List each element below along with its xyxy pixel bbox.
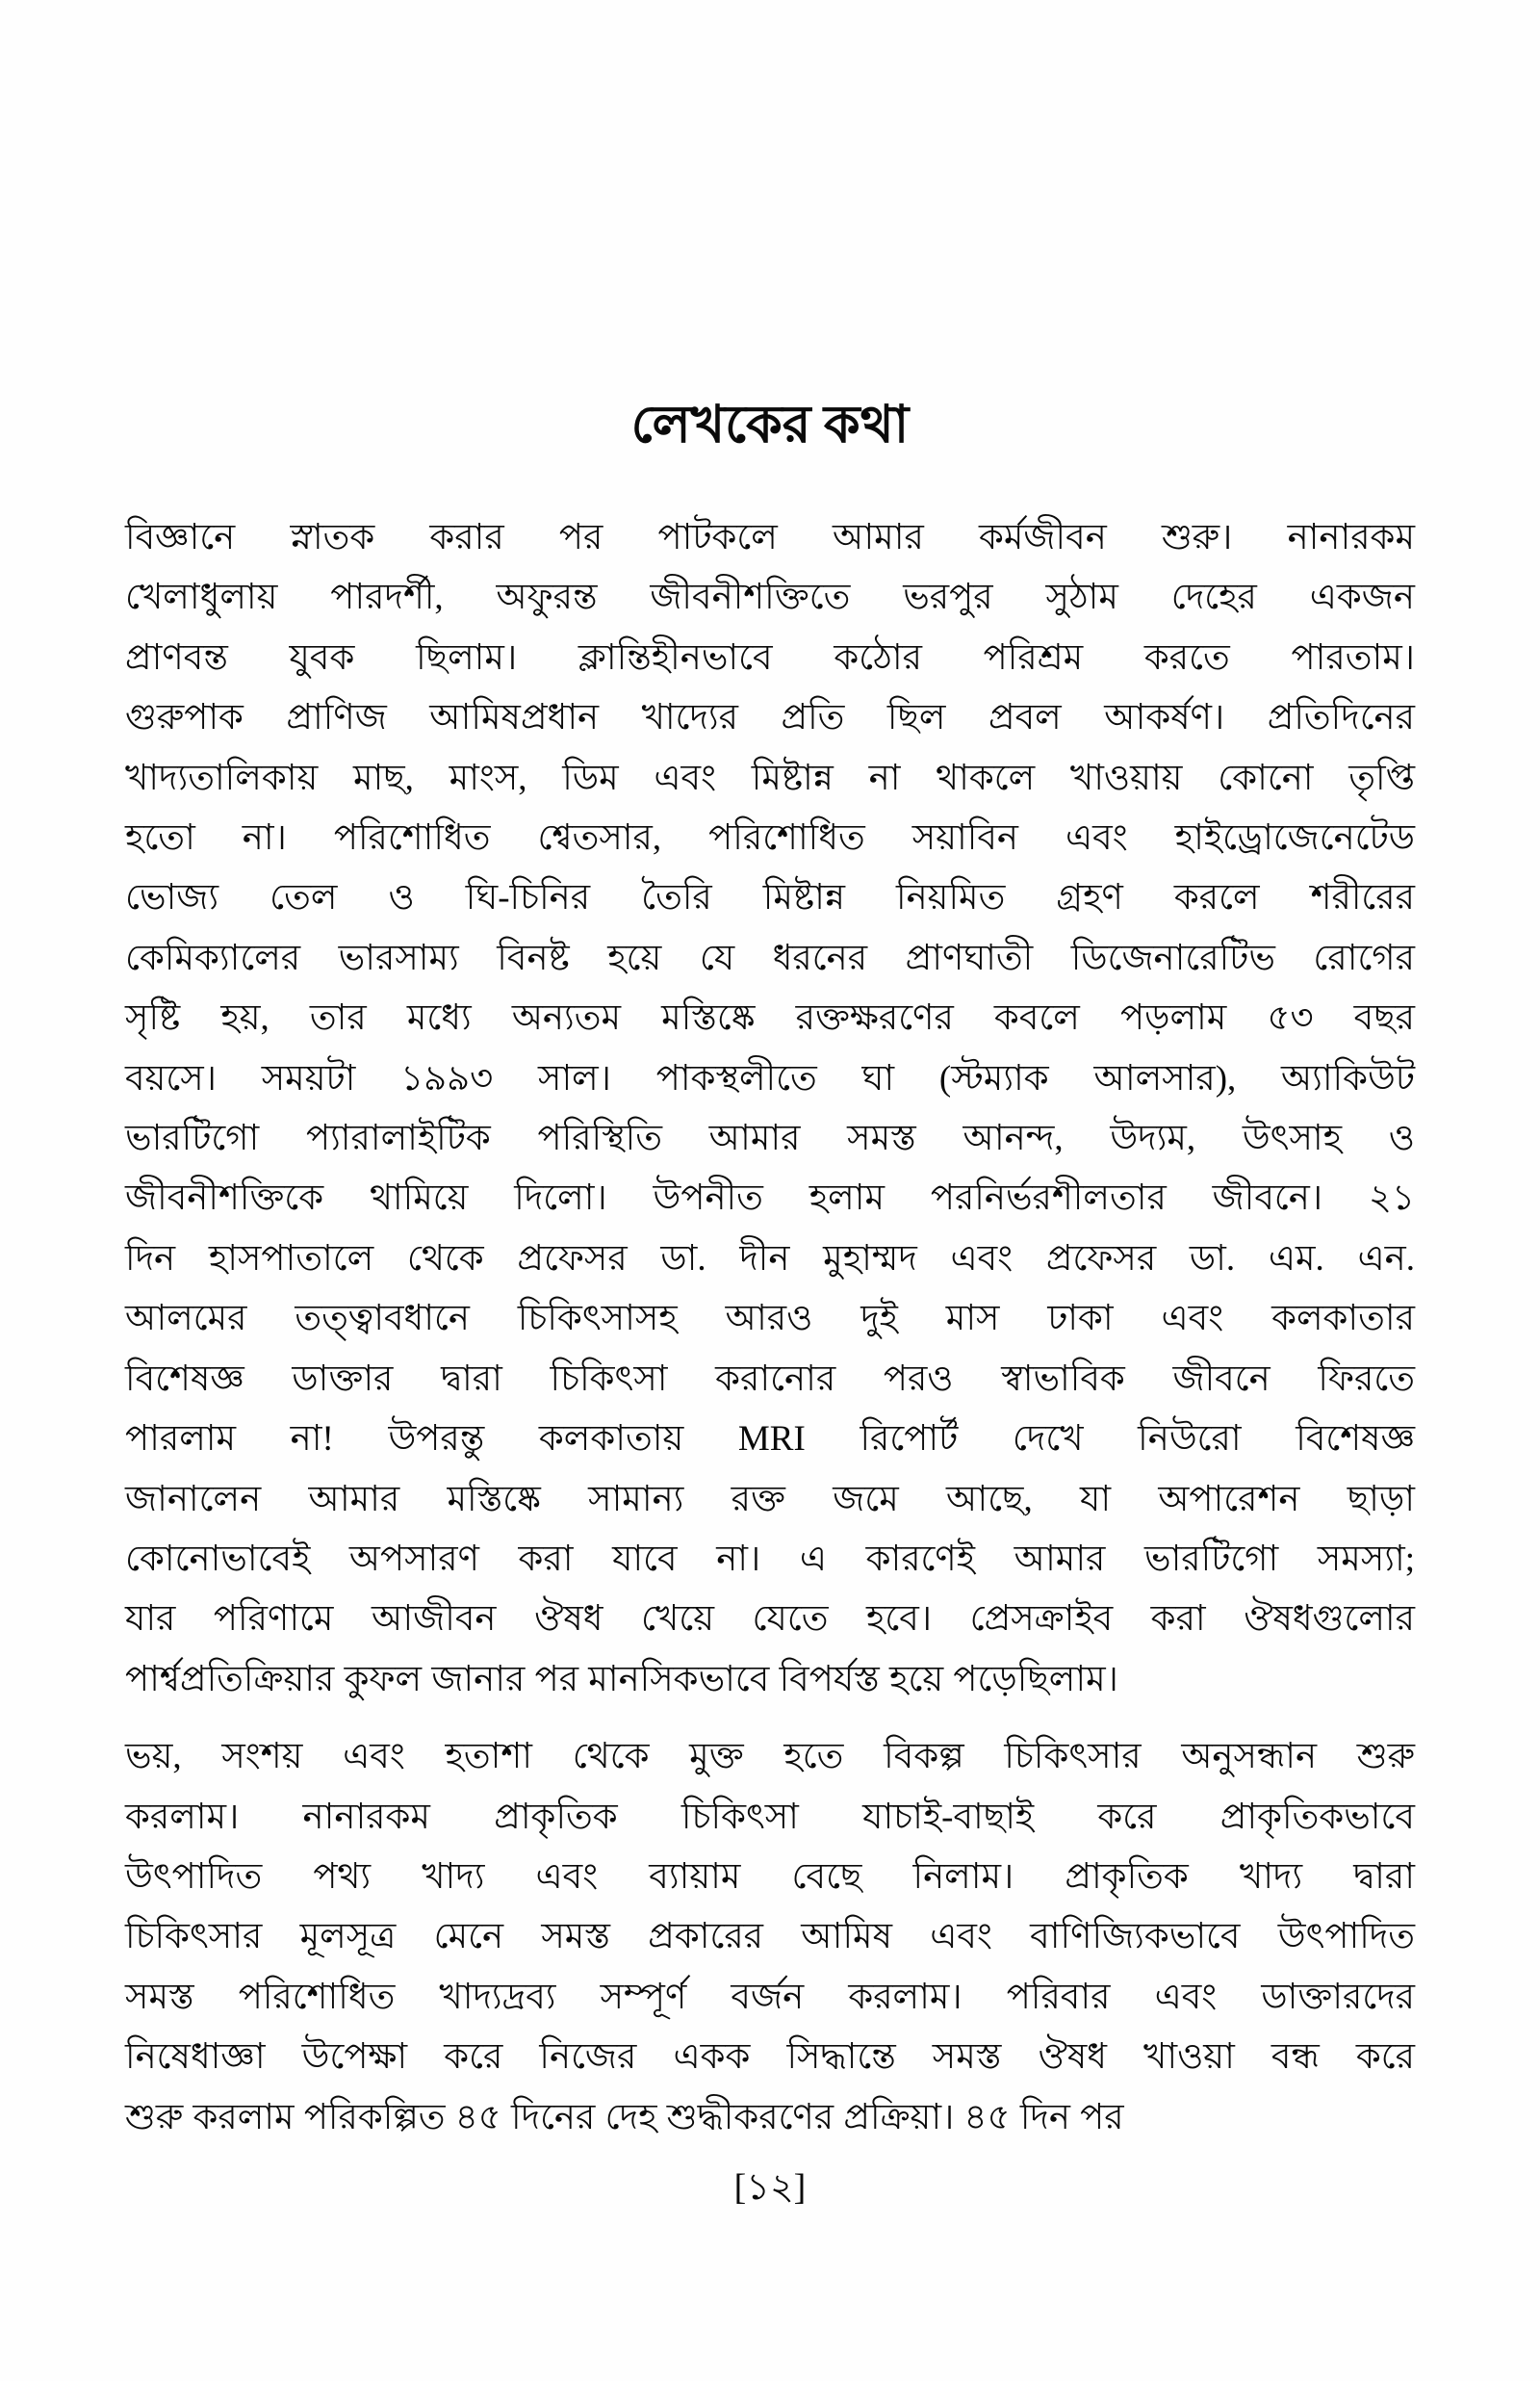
body-text: [125, 508, 1415, 2148]
text-line: কেমিক্যালের ভারসাম্য বিনষ্ট হয়ে যে ধরনের প্রাণঘাতী ডিজেনারেটিভ রোগের: [125, 938, 1415, 978]
text-line: ভারটিগো প্যারালাইটিক পরিস্থিতি আমার সমস্ত আনন্দ, উদ্যম, উৎসাহ ও: [125, 1119, 1415, 1159]
text-line: প্রাণবন্ত যুবক ছিলাম। ক্লান্তিহীনভাবে কঠোর পরিশ্রম করতে পারতাম।: [125, 637, 1415, 678]
text-line: বয়সে। সময়টা ১৯৯৩ সাল। পাকস্থলীতে ঘা (স্টম্যাক আলসার), অ্যাকিউট: [125, 1058, 1415, 1099]
text-line: শুরু করলাম পরিকল্পিত ৪৫ দিনের দেহ শুদ্ধীকরণের প্রক্রিয়া। ৪৫ দিন পর: [125, 2097, 1124, 2137]
text-line: বিশেষজ্ঞ ডাক্তার দ্বারা চিকিৎসা করানোর পরও স্বাভাবিক জীবনে ফিরতে: [125, 1359, 1415, 1399]
text-line: খাদ্যতালিকায় মাছ, মাংস, ডিম এবং মিষ্টান্ন না থাকলে খাওয়ায় কোনো তৃপ্তি: [125, 758, 1415, 798]
text-line: সৃষ্টি হয়, তার মধ্যে অন্যতম মস্তিষ্কে রক্তক্ষরণের কবলে পড়লাম ৫৩ বছর: [125, 998, 1415, 1039]
text-line: ভয়, সংশয় এবং হতাশা থেকে মুক্ত হতে বিকল্প চিকিৎসার অনুসন্ধান শুরু: [125, 1737, 1415, 1777]
text-line: উৎপাদিত পথ্য খাদ্য এবং ব্যায়াম বেছে নিলাম। প্রাকৃতিক খাদ্য দ্বারা: [125, 1856, 1415, 1897]
paragraph-2: [125, 1727, 1415, 2148]
text-line: চিকিৎসার মূলসূত্র মেনে সমস্ত প্রকারের আমিষ এবং বাণিজ্যিকভাবে উৎপাদিত: [125, 1917, 1415, 1957]
text-line: যার পরিণামে আজীবন ঔষধ খেয়ে যেতে হবে। প্রেসক্রাইব করা ঔষধগুলোর: [125, 1599, 1415, 1640]
text-line: হতো না। পরিশোধিত শ্বেতসার, পরিশোধিত সয়াবিন এবং হাইড্রোজেনেটেড: [125, 818, 1415, 859]
text-line: গুরুপাক প্রাণিজ আমিষপ্রধান খাদ্যের প্রতি ছিল প্রবল আকর্ষণ। প্রতিদিনের: [125, 698, 1415, 738]
page-title: লেখকের কথা: [630, 396, 910, 453]
page-number: [১২]: [733, 2167, 807, 2208]
text-line: খেলাধুলায় পারদর্শী, অফুরন্ত জীবনীশক্তিতে ভরপুর সুঠাম দেহের একজন: [125, 578, 1415, 618]
text-line: সমস্ত পরিশোধিত খাদ্যদ্রব্য সম্পূর্ণ বর্জন করলাম। পরিবার এবং ডাক্তারদের: [125, 1977, 1415, 2017]
text-line: আলমের তত্ত্বাবধানে চিকিৎসাসহ আরও দুই মাস ঢাকা এবং কলকাতার: [125, 1299, 1415, 1339]
text-line: ভোজ্য তেল ও ঘি-চিনির তৈরি মিষ্টান্ন নিয়মিত গ্রহণ করলে শরীরের: [125, 878, 1415, 919]
text-line: নিষেধাজ্ঞা উপেক্ষা করে নিজের একক সিদ্ধান্তে সমস্ত ঔষধ খাওয়া বন্ধ করে: [125, 2037, 1415, 2078]
text-line: দিন হাসপাতালে থেকে প্রফেসর ডা. দীন মুহাম্মদ এবং প্রফেসর ডা. এম. এন.: [125, 1238, 1415, 1279]
text-line: কোনোভাবেই অপসারণ করা যাবে না। এ কারণেই আমার ভারটিগো সমস্যা;: [125, 1539, 1415, 1579]
text-line: করলাম। নানারকম প্রাকৃতিক চিকিৎসা যাচাই-বাছাই করে প্রাকৃতিকভাবে: [125, 1797, 1415, 1837]
text-line: জানালেন আমার মস্তিষ্কে সামান্য রক্ত জমে আছে, যা অপারেশন ছাড়া: [125, 1479, 1415, 1519]
text-line: পার্শ্বপ্রতিক্রিয়ার কুফল জানার পর মানসিকভাবে বিপর্যস্ত হয়ে পড়েছিলাম।: [125, 1659, 1118, 1699]
text-line: পারলাম না! উপরন্তু কলকাতায় MRI রিপোর্ট দেখে নিউরো বিশেষজ্ঞ: [125, 1419, 1415, 1460]
text-line: জীবনীশক্তিকে থামিয়ে দিলো। উপনীত হলাম পরনির্ভরশীলতার জীবনে। ২১: [125, 1178, 1415, 1219]
paragraph-1: [125, 508, 1415, 1710]
text-line: বিজ্ঞানে স্নাতক করার পর পাটকলে আমার কর্মজীবন শুরু। নানারকম: [125, 518, 1415, 557]
